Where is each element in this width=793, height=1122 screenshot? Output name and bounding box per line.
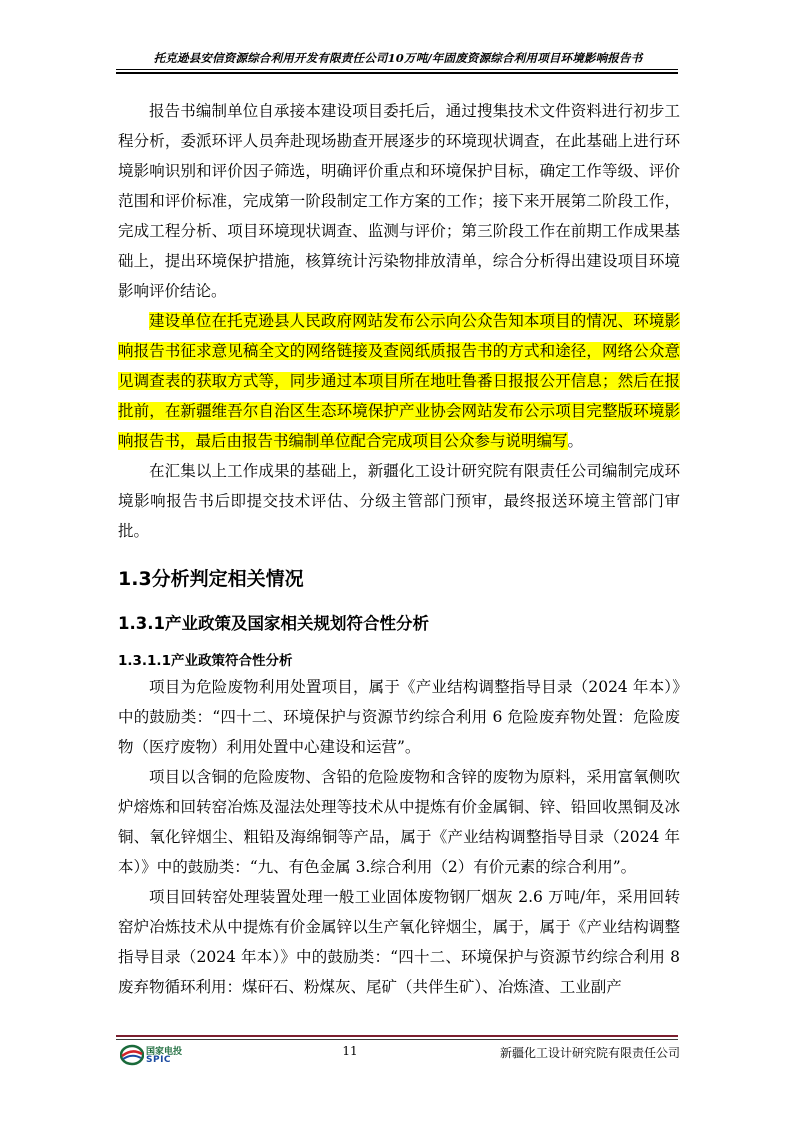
footer-rule-thin: [116, 1039, 678, 1040]
heading-1-3-1: 1.3.1产业政策及国家相关规划符合性分析: [118, 614, 429, 633]
paragraph-policy-hazardous: 项目为危险废物利用处置项目，属于《产业结构调整指导目录（2024 年本）》中的鼓励类：“四十二、环境保护与资源节约综合利用 6 危险废弃物处置：危险废物（医疗废物）利用处置中心建设和运营”。: [118, 678, 680, 756]
heading-1-3-1-1: 1.3.1.1产业政策符合性分析: [118, 653, 293, 669]
header-rule-thin: [116, 69, 678, 70]
document-body: [118, 96, 680, 1002]
heading-1-3: 1.3分析判定相关情况: [118, 568, 304, 590]
paragraph-public-participation: [118, 306, 680, 456]
spic-logo-icon: [120, 1044, 144, 1066]
logo-english-text: SPIC: [146, 1055, 172, 1065]
page-number: 11: [342, 1044, 358, 1058]
footer-rule-thick: [116, 1035, 678, 1037]
logo-chinese-text: 国家电投: [146, 1047, 183, 1057]
paragraph-policy-metals: 项目以含铜的危险废物、含铅的危险废物和含锌的废物为原料，采用富氧侧吹炉熔炼和回转窑冶炼及湿法处理等技术从中提炼有价金属铜、锌、铅回收黑铜及冰铜、氧化锌烟尘、粗铅及海绵铜等产品，属于《产业结构调整指导目录（2024 年本）》中的鼓励类：“九、有色金属 3.综合利用（2）有价元素的综合利用”。: [118, 768, 680, 876]
page-header-title: 托克逊县安信资源综合利用开发有限责任公司10万吨/年固废资源综合利用项目环境影响报告书: [153, 51, 643, 65]
highlighted-text: 建设单位在托克逊县人民政府网站发布公示向公众告知本项目的情况、环境影响报告书征求意见稿全文的网络链接及查阅纸质报告书的方式和途径，网络公众意见调查表的获取方式等，同步通过本项目所在地吐鲁番日报报公开信息；然后在报批前，在新疆维吾尔自治区生态环境保护产业协会网站发布公示项目完整版环境影响报告书，最后由报告书编制单位配合完成项目公众参与说明编写: [118, 312, 680, 450]
footer-organization: 新疆化工设计研究院有限责任公司: [499, 1046, 680, 1060]
spic-logo: [120, 1042, 192, 1068]
paragraph-policy-rotary-kiln: 项目回转窑处理装置处理一般工业固体废物钢厂烟灰 2.6 万吨/年，采用回转窑炉冶炼技术从中提炼有价金属锌以生产氧化锌烟尘，属于，属于《产业结构调整指导目录（2024 年本）》中的鼓励类：“四十二、环境保护与资源节约综合利用 8 废弃物循环利用：煤矸石、粉煤灰、尾矿（共伴生矿）、冶炼渣、工业副产: [118, 888, 680, 996]
paragraph-workflow: 报告书编制单位自承接本建设项目委托后，通过搜集技术文件资料进行初步工程分析，委派环评人员奔赴现场勘查开展逐步的环境现状调查，在此基础上进行环境影响识别和评价因子筛选，明确评价重点和环境保护目标，确定工作等级、评价范围和评价标准，完成第一阶段制定工作方案的工作；接下来开展第二阶段工作，完成工程分析、项目环境现状调查、监测与评价；第三阶段工作在前期工作成果基础上，提出环境保护措施，核算统计污染物排放清单，综合分析得出建设项目环境影响评价结论。: [118, 102, 680, 300]
highlight-tail: 。: [567, 432, 584, 450]
header-rule-thick: [116, 72, 678, 74]
paragraph-submission: 在汇集以上工作成果的基础上，新疆化工设计研究院有限责任公司编制完成环境影响报告书后即提交技术评估、分级主管部门预审，最终报送环境主管部门审批。: [118, 462, 680, 540]
